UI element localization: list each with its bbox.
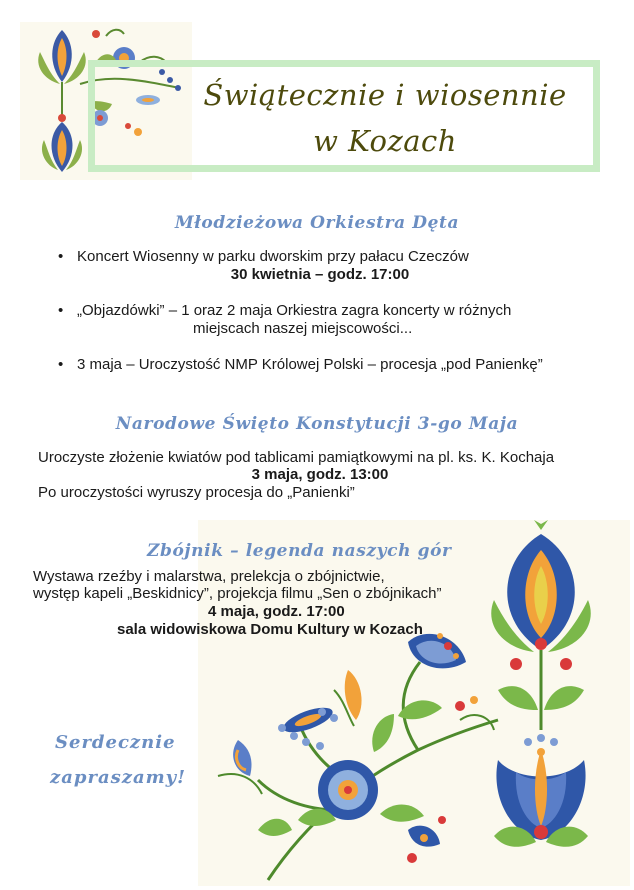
constitution-text: Uroczyste złożenie kwiatów pod tablicami pamiątkowymi na pl. ks. K. Kochaja [38,449,555,466]
section-heading-zbojnik: Zbójnik – legenda naszych gór [147,541,452,561]
closing-line-1: Serdecznie [55,732,176,753]
concert-text: Koncert Wiosenny w parku dworskim przy pałacu Czeczów [77,248,469,265]
exhibition-text: Wystawa rzeźby i malarstwa, prelekcja o zbójnictwie, [33,568,385,585]
bullet-icon: • [58,302,64,319]
closing-line-2: zapraszamy! [50,767,187,788]
bullet-icon: • [58,248,64,265]
procession-text: Po uroczystości wyruszy procesja do „Panienki” [38,484,355,501]
objazdowki-text: „Objazdówki” – 1 oraz 2 maja Orkiestra zagra koncerty w różnych [77,302,512,319]
section-heading-orchestra: Młodzieżowa Orkiestra Dęta [174,213,460,233]
section-heading-constitution: Narodowe Święto Konstytucji 3-go Maja [115,414,519,434]
page-title-line-1: Świątecznie i wiosennie [203,78,567,112]
concert-date: 30 kwietnia – godz. 17:00 [230,266,410,283]
zbojnik-venue: sala widowiskowa Domu Kultury w Kozach [117,621,423,638]
uroczystosc-text: 3 maja – Uroczystość NMP Królowej Polski – procesja „pod Panienkę” [77,356,543,373]
zbojnik-date: 4 maja, godz. 17:00 [208,603,345,620]
concert-film-text: występ kapeli „Beskidnicy”, projekcja filmu „Sen o zbójnikach” [33,585,442,602]
page-title-line-2: w Kozach [313,124,457,158]
bullet-icon: • [58,356,64,373]
constitution-date: 3 maja, godz. 13:00 [251,466,389,483]
objazdowki-text-cont: miejscach naszej miejscowości... [193,320,413,337]
